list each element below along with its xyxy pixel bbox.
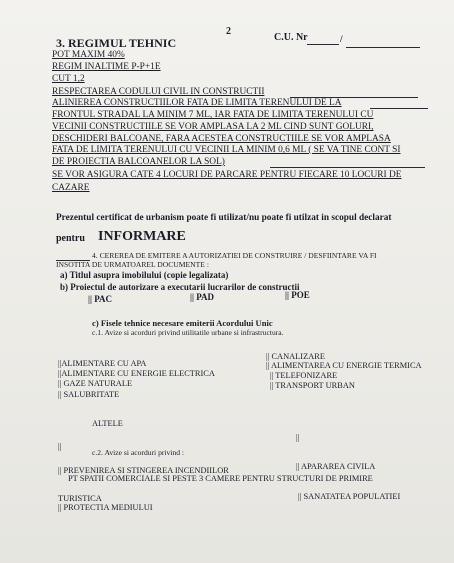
rule-line: SE VOR ASIGURA CATE 4 LOCURI DE PARCARE PENTRU FIECARE 10 LOCURI DE	[52, 170, 402, 180]
item-c: c) Fisele tehnice necesare emiterii Acordului Unic	[92, 318, 273, 328]
cu-slash: /	[340, 35, 343, 45]
request-line-2: INSOTITA DE URMATOAREL DOCUMENTE :	[56, 260, 209, 269]
rule-line: DESCHIDERI BALCOANE, FARA ACESTEA CONSTRUCTIILE SE VOR AMPLASA	[52, 134, 391, 144]
fill-line	[370, 108, 428, 109]
cu-number-line	[307, 44, 339, 45]
utility-termica: || ALIMENTAREA CU ENERGIE TERMICA	[266, 361, 422, 370]
utility-water: ||ALIMENTARE CU APA	[58, 359, 147, 368]
pad-checkbox: || PAD	[190, 292, 215, 302]
rule-line: CAZARE	[52, 183, 90, 193]
poe-checkbox: || POE	[285, 290, 310, 300]
altele-mark-right: ||	[296, 433, 300, 442]
regim-inaltime: REGIM INALTIME P-P+1E	[52, 62, 161, 72]
utility-telefonizare: || TELEFONIZARE	[270, 371, 338, 380]
rule-line: VECINII CONSTRUCTIILE SE VOR AMPLASA LA 2 ML CIND SUNT GOLURI,	[52, 122, 374, 132]
utility-salubritate: || SALUBRITATE	[58, 390, 120, 399]
rule-line: FRONTUL STRADAL LA MINIM 7 ML, IAR FATA DE LIMITA TERENULUI CU	[52, 110, 374, 120]
rule-line: DE PROIECTIA BALCOANELOR LA SOL)	[52, 157, 225, 167]
c2-mediu: || PROTECTIA MEDIULUI	[58, 503, 153, 512]
c2-aparare: || APARAREA CIVILA	[296, 462, 376, 471]
altele-label: ALTELE	[92, 419, 123, 428]
cut-value: CUT 1,2	[52, 74, 85, 84]
certificate-usage: Prezentul certificat de urbanism poate fi utilizat/nu poate fi utilzat in scopul declarat	[56, 213, 392, 223]
utility-electric: ||ALIMENTARE CU ENERGIE ELECTRICA	[58, 369, 215, 378]
page-number: 2	[226, 26, 231, 37]
c2-incendii: || PREVENIREA SI STINGEREA INCENDIILOR	[58, 466, 229, 475]
purpose-value: INFORMARE	[98, 229, 186, 244]
request-line-1: 4. CEREREA DE EMITERE A AUTORIZATIEI DE CONSTRUIRE / DESFIINTARE VA FI	[92, 251, 377, 260]
item-c1: c.1. Avize si acorduri privind utilitatile urbane si infrastructura.	[92, 328, 284, 337]
item-b: b) Proiectul de autorizare a executarii lucrarilor de constructii	[60, 282, 300, 292]
rule-line: FATA DE LIMITA TERENULUI CU VECINII LA MINIM 0,6 ML ( SE VA TINE CONT SI	[52, 145, 401, 155]
c2-sanatate: || SANATATEA POPULATIEI	[298, 492, 401, 501]
utility-gas: || GAZE NATURALE	[58, 379, 133, 388]
rule-line: ALINIEREA CONSTRUCTIILOR FATA DE LIMITA TERENULUI DE LA	[52, 98, 342, 108]
fill-line	[270, 167, 425, 168]
cu-label: C.U. Nr	[274, 32, 308, 43]
c2-turistica: TURISTICA	[58, 494, 102, 503]
pac-checkbox: || PAC	[88, 294, 113, 304]
rule-line: RESPECTAREA CODULUI CIVIL IN CONSTRUCTII	[52, 87, 265, 97]
cu-date-line	[346, 47, 420, 48]
utility-canalizare: || CANALIZARE	[266, 352, 325, 361]
c2-title: c.2. Avize si acorduri privind :	[92, 448, 185, 457]
altele-mark-left: ||	[58, 442, 62, 451]
utility-transport: || TRANSPORT URBAN	[270, 381, 355, 390]
section-title: 3. REGIMUL TEHNIC	[56, 36, 177, 50]
pentru-label: pentru	[56, 233, 85, 244]
pot-value: POT MAXIM 40%	[52, 50, 125, 60]
item-a: a) Titlul asupra imobilului (copie legalizata)	[60, 270, 229, 280]
c2-spatii: PT SPATII COMERCIALE SI PESTE 3 CAMERE PENTRU STRUCTURI DE PRIMIRE	[68, 474, 373, 483]
